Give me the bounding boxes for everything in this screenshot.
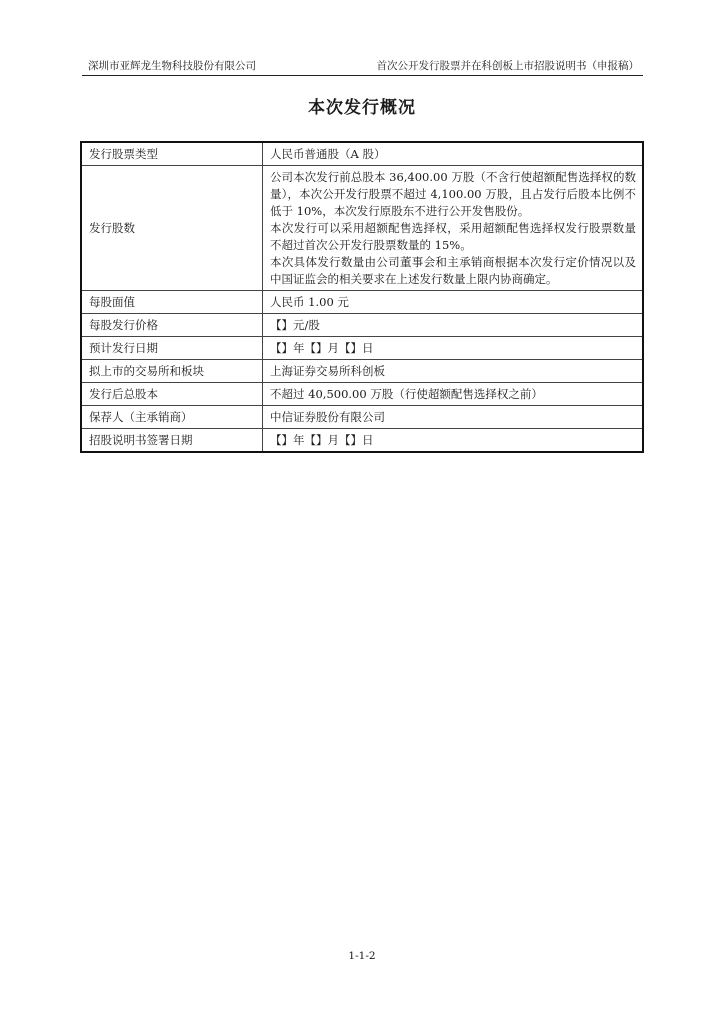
row-label: 招股说明书签署日期 [81,429,263,453]
row-value-paragraph: 中信证券股份有限公司 [270,410,385,424]
row-value-paragraph: 人民币 1.00 元 [270,295,349,309]
row-value [263,360,644,383]
row-value-paragraph: 人民币普通股（A 股） [270,147,386,161]
row-label: 发行后总股本 [81,383,263,406]
header-company-name: 深圳市亚辉龙生物科技股份有限公司 [88,60,256,72]
row-value-paragraph: 【】元/股 [270,318,320,332]
row-label: 保荐人（主承销商） [81,406,263,429]
row-value-paragraph: 不超过 40,500.00 万股（行使超额配售选择权之前） [270,387,543,401]
row-value [263,291,644,314]
page-title: 本次发行概况 [308,98,416,118]
page-header [82,59,643,74]
row-value [263,337,644,360]
row-value [263,429,644,453]
offering-overview-table [80,141,644,453]
row-value [263,406,644,429]
table-row [81,383,643,406]
row-label: 每股面值 [81,291,263,314]
row-value-paragraph: 本次发行可以采用超额配售选择权，采用超额配售选择权发行股票数量不超过首次公开发行股票数量的 15%。 [270,221,636,252]
table-row [81,314,643,337]
table-row [81,360,643,383]
table-row [81,291,643,314]
row-value-paragraph: 上海证券交易所科创板 [270,364,385,378]
table-row [81,429,643,453]
table-row [81,337,643,360]
row-value [263,383,644,406]
header-document-name: 首次公开发行股票并在科创板上市招股说明书（申报稿） [376,60,639,72]
header-divider [82,75,643,76]
table-body [81,142,643,452]
table-row [81,406,643,429]
row-value-paragraph: 公司本次发行前总股本 36,400.00 万股（不含行使超额配售选择权的数量），本次公开发行股票不超过 4,100.00 万股，且占发行后股本比例不低于 10%，本次发行原股东不进行公开发售股份。 [270,170,636,218]
row-label: 每股发行价格 [81,314,263,337]
row-label: 预计发行日期 [81,337,263,360]
row-label: 发行股票类型 [81,142,263,166]
row-label: 拟上市的交易所和板块 [81,360,263,383]
row-value [263,142,644,166]
row-value-paragraph: 本次具体发行数量由公司董事会和主承销商根据本次发行定价情况以及中国证监会的相关要求在上述发行数量上限内协商确定。 [270,255,636,286]
table-row [81,166,643,291]
page-number: 1-1-2 [348,950,376,962]
row-value-paragraph: 【】年【】月【】日 [270,433,374,447]
row-value-paragraph: 【】年【】月【】日 [270,341,374,355]
row-label: 发行股数 [81,166,263,291]
row-value [263,166,644,291]
table-row [81,142,643,166]
row-value [263,314,644,337]
